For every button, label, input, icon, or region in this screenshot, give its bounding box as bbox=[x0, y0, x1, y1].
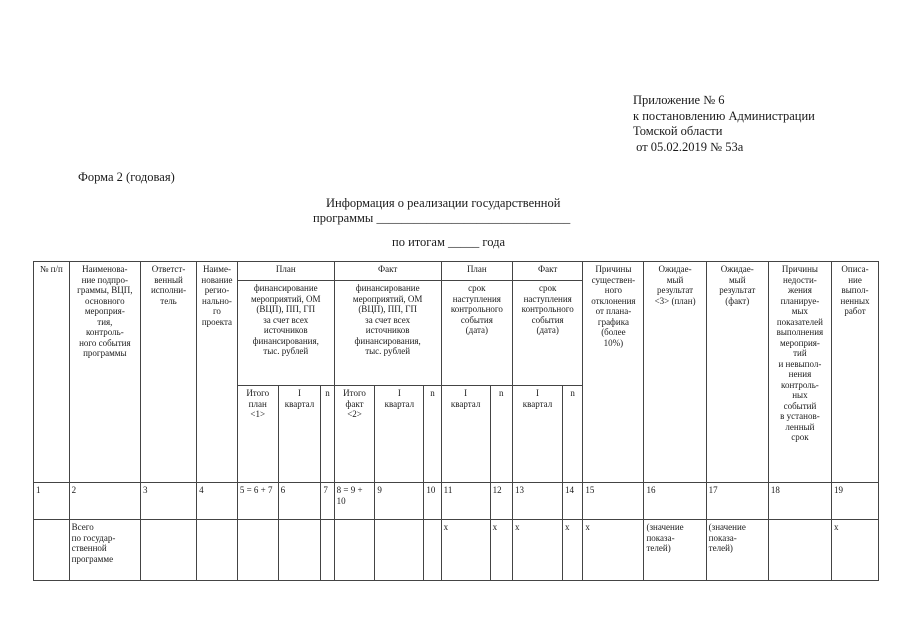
total-cell bbox=[197, 520, 238, 581]
column-number: 5 = 6 + 7 bbox=[237, 483, 278, 520]
column-number: 15 bbox=[583, 483, 644, 520]
column-number: 9 bbox=[375, 483, 424, 520]
column-number: 19 bbox=[832, 483, 879, 520]
header-reasons-fail: Причины недости- жения планируе- мых показателей выполнения мероприя- тий и невыпол- нения контроль- ных событий в установ- ленный срок bbox=[768, 262, 831, 483]
header-deadline-fact: срок наступления контрольного события (дата) bbox=[513, 281, 583, 386]
header-financing-fact: финансирование мероприятий, ОМ (ВЦП), ПП, ГП за счет всех источников финансирования, тыс. рублей bbox=[334, 281, 441, 386]
header-plan: План bbox=[237, 262, 334, 281]
total-cell: (значение показа- телей) bbox=[706, 520, 768, 581]
period-line: по итогам _____ года bbox=[392, 235, 506, 249]
column-number: 10 bbox=[424, 483, 441, 520]
appendix-line: Приложение № 6 bbox=[633, 93, 725, 107]
total-cell bbox=[321, 520, 334, 581]
total-cell bbox=[424, 520, 441, 581]
header-expected-plan: Ожидае- мый результат <3> (план) bbox=[644, 262, 706, 483]
column-numbers-row bbox=[34, 483, 879, 520]
column-number: 17 bbox=[706, 483, 768, 520]
column-number: 8 = 9 + 10 bbox=[334, 483, 375, 520]
header-n-plan: n bbox=[321, 386, 334, 483]
document-title bbox=[313, 196, 570, 226]
appendix-line: от 05.02.2019 № 53а bbox=[633, 139, 744, 154]
appendix-line: Томской области bbox=[633, 124, 723, 138]
header-expected-fact: Ожидае- мый результат (факт) bbox=[706, 262, 768, 483]
header-total-plan: Итого план <1> bbox=[237, 386, 278, 483]
header-reasons: Причины существен- ного отклонения от плана- графика (более 10%) bbox=[583, 262, 644, 483]
header-quarter-plan: I квартал bbox=[278, 386, 321, 483]
header-description: Описа- ние выпол- ненных работ bbox=[832, 262, 879, 483]
header-financing-plan: финансирование мероприятий, ОМ (ВЦП), ПП, ГП за счет всех источников финансирования, тыс. рублей bbox=[237, 281, 334, 386]
appendix-header bbox=[633, 93, 815, 155]
report-table bbox=[33, 261, 879, 581]
header-n-deadline-fact: n bbox=[562, 386, 582, 483]
header-n-fact: n bbox=[424, 386, 441, 483]
header-responsible: Ответст- венный исполни- тель bbox=[141, 262, 197, 483]
total-cell: x bbox=[490, 520, 512, 581]
title-line: программы _______________________________ bbox=[313, 211, 571, 225]
column-number: 11 bbox=[441, 483, 490, 520]
total-cell: x bbox=[583, 520, 644, 581]
column-number: 2 bbox=[69, 483, 140, 520]
form-label: Форма 2 (годовая) bbox=[78, 170, 175, 184]
total-cell: (значение показа- телей) bbox=[644, 520, 706, 581]
header-fact-deadline: Факт bbox=[513, 262, 583, 281]
appendix-line: к постановлению Администрации bbox=[633, 108, 815, 123]
header-total-fact: Итого факт <2> bbox=[334, 386, 375, 483]
header-n-deadline-plan: n bbox=[490, 386, 512, 483]
header-fact: Факт bbox=[334, 262, 441, 281]
header-name: Наименова- ние подпро- граммы, ВЦП, основного мероприя- тия, контроль- ного события программы bbox=[69, 262, 140, 483]
total-cell: x bbox=[441, 520, 490, 581]
total-row bbox=[34, 520, 879, 581]
title-line: Информация о реализации государственной bbox=[326, 196, 561, 210]
column-number: 1 bbox=[34, 483, 70, 520]
total-cell bbox=[334, 520, 375, 581]
column-number: 18 bbox=[768, 483, 831, 520]
total-cell: x bbox=[513, 520, 563, 581]
column-number: 12 bbox=[490, 483, 512, 520]
header-quarter-deadline-fact: I квартал bbox=[513, 386, 563, 483]
total-cell-num bbox=[34, 520, 70, 581]
column-number: 7 bbox=[321, 483, 334, 520]
header-quarter-fact: I квартал bbox=[375, 386, 424, 483]
total-cell bbox=[237, 520, 278, 581]
total-cell: x bbox=[832, 520, 879, 581]
header-region-project: Наиме- нование регио- нально- го проекта bbox=[197, 262, 238, 483]
column-number: 13 bbox=[513, 483, 563, 520]
header-num: № п/п bbox=[34, 262, 70, 483]
column-number: 6 bbox=[278, 483, 321, 520]
header-plan-deadline: План bbox=[441, 262, 512, 281]
total-row-label: Всего по государ- ственной программе bbox=[69, 520, 140, 581]
header-deadline-plan: срок наступления контрольного события (дата) bbox=[441, 281, 512, 386]
column-number: 4 bbox=[197, 483, 238, 520]
column-number: 14 bbox=[562, 483, 582, 520]
column-number: 16 bbox=[644, 483, 706, 520]
total-cell bbox=[278, 520, 321, 581]
total-cell: x bbox=[562, 520, 582, 581]
column-number: 3 bbox=[141, 483, 197, 520]
total-cell bbox=[141, 520, 197, 581]
header-quarter-deadline-plan: I квартал bbox=[441, 386, 490, 483]
total-cell bbox=[768, 520, 831, 581]
total-cell bbox=[375, 520, 424, 581]
